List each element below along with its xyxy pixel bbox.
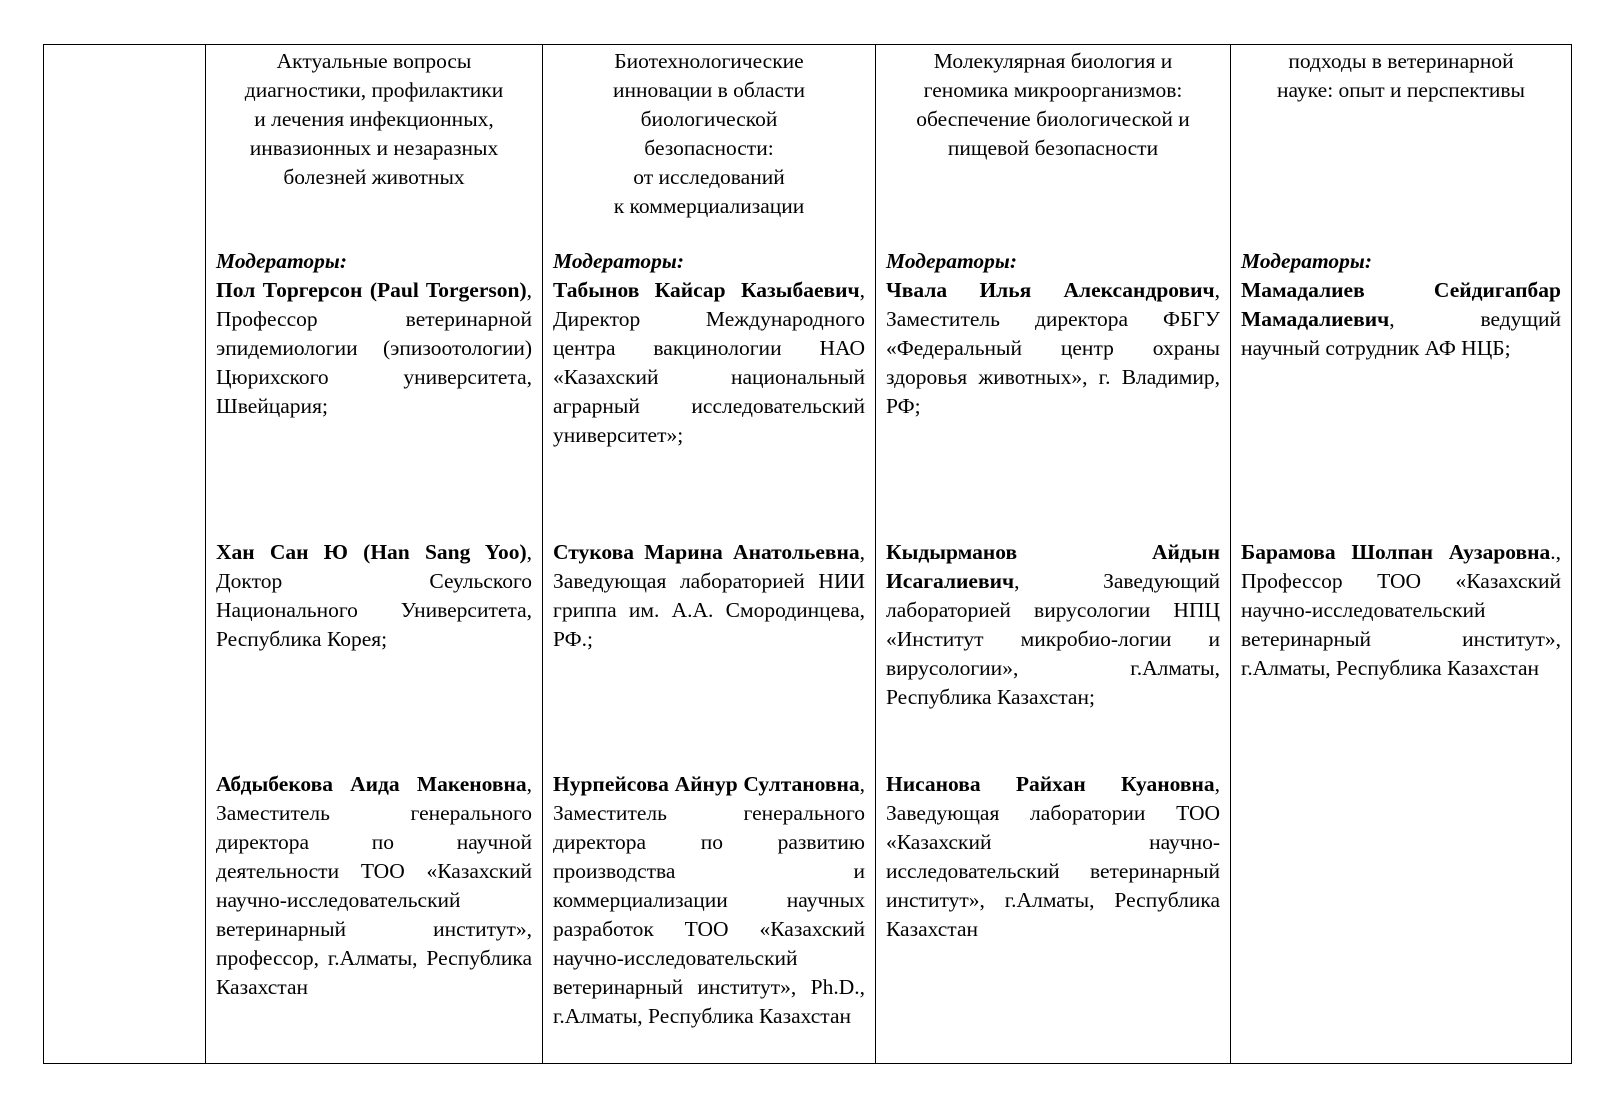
moderator-name: Нисанова Райхан Куановна xyxy=(886,772,1215,796)
moderators-heading: Модераторы: xyxy=(216,249,348,273)
moderator-details: , Доктор Сеульского Национального Университета, Республика Корея; xyxy=(216,540,532,651)
moderators-heading: Модераторы: xyxy=(886,249,1018,273)
moderator-name: Мамадалиев Сейдигапбар Мамадалиевич xyxy=(1241,278,1561,331)
section-cell-4 xyxy=(1231,45,1572,1064)
moderator-details: , Заместитель директора ФБГУ «Федеральный центр охраны здоровья животных», г. Владимир, РФ; xyxy=(886,278,1220,418)
title-line: подходы в ветеринарной xyxy=(1288,49,1514,73)
moderator-entry xyxy=(886,538,1220,712)
moderator-details: , Заведующий лабораторией вирусологии НПЦ «Институт микробио-логии и вирусологии», г.Алматы, Республика Казахстан; xyxy=(886,569,1220,709)
title-line: науке: опыт и перспективы xyxy=(1277,78,1525,102)
moderator-details: , Заведующая лаборатории ТОО «Казахский научно-исследовательский ветеринарный институт», г.Алматы, Республика Казахстан xyxy=(886,772,1220,941)
moderator-name: Кыдырманов Айдын Исагалиевич xyxy=(886,540,1220,593)
moderator-name: Нурпейсова Айнур Султановна xyxy=(553,772,860,796)
section-cell-1 xyxy=(206,45,543,1064)
moderator-entry xyxy=(216,770,532,1002)
moderator-details: ., Профессор ТОО «Казахский научно-исследовательский ветеринарный институт», г.Алматы, Республика Казахстан xyxy=(1241,540,1561,680)
section-title xyxy=(882,47,1224,163)
title-line: безопасности: xyxy=(644,136,774,160)
section-title xyxy=(1237,47,1565,105)
section-cell-3 xyxy=(876,45,1231,1064)
moderator-entry xyxy=(553,538,865,654)
title-line: пищевой безопасности xyxy=(947,136,1159,160)
moderator-entry xyxy=(553,770,865,1031)
section-cell-2 xyxy=(543,45,876,1064)
title-line: диагностики, профилактики xyxy=(244,78,504,102)
moderator-entry xyxy=(1241,247,1561,363)
moderators-table xyxy=(43,44,1572,1064)
title-line: инновации в области xyxy=(613,78,805,102)
title-line: геномика микроорганизмов: xyxy=(923,78,1183,102)
table-row xyxy=(44,45,1572,1064)
moderator-details: , ведущий научный сотрудник АФ НЦБ; xyxy=(1241,307,1561,360)
title-line: Биотехнологические xyxy=(614,49,804,73)
moderator-name: Чвала Илья Александрович xyxy=(886,278,1215,302)
moderator-name: Барамова Шолпан Аузаровна xyxy=(1241,540,1551,564)
moderator-details: , Заместитель генерального директора по научной деятельности ТОО «Казахский научно-исследовательский ветеринарный институт», профессор, г.Алматы, Республика Казахстан xyxy=(216,772,532,999)
moderator-name: Табынов Кайсар Казыбаевич xyxy=(553,278,860,302)
moderator-details: , Заведующая лабораторией НИИ гриппа им. А.А. Смородинцева, РФ.; xyxy=(553,540,865,651)
moderator-details: , Директор Международного центра вакцинологии НАО «Казахский национальный аграрный исследовательский университет»; xyxy=(553,278,865,447)
moderator-name: Абдыбекова Аида Макеновна xyxy=(216,772,527,796)
moderator-entry xyxy=(886,247,1220,421)
moderator-details: , Профессор ветеринарной эпидемиологии (эпизоотологии) Цюрихского университета, Швейцария; xyxy=(216,278,532,418)
moderators-heading: Модераторы: xyxy=(553,249,685,273)
moderator-entry xyxy=(216,247,532,421)
moderator-name: Хан Сан Ю (Han Sang Yoo) xyxy=(216,540,527,564)
title-line: болезней животных xyxy=(283,165,465,189)
section-title xyxy=(212,47,536,192)
title-line: и лечения инфекционных, xyxy=(254,107,494,131)
title-line: от исследований xyxy=(633,165,785,189)
moderator-entry xyxy=(1241,538,1561,683)
moderator-entry xyxy=(216,538,532,654)
moderator-details: , Заместитель генерального директора по развитию производства и коммерциализации научных разработок ТОО «Казахский научно-исследовательский ветеринарный институт», Ph.D., г.Алматы, Республика Казахстан xyxy=(553,772,865,1028)
title-line: биологической xyxy=(640,107,778,131)
title-line: Молекулярная биология и xyxy=(933,49,1173,73)
title-line: инвазионных и незаразных xyxy=(249,136,499,160)
section-title xyxy=(549,47,869,221)
empty-cell xyxy=(44,45,206,1064)
moderator-entry xyxy=(553,247,865,450)
title-line: Актуальные вопросы xyxy=(276,49,472,73)
moderator-name: Пол Торгерсон (Paul Torgerson) xyxy=(216,278,527,302)
title-line: обеспечение биологической и xyxy=(916,107,1190,131)
moderator-entry xyxy=(886,770,1220,944)
moderators-heading: Модераторы: xyxy=(1241,249,1373,273)
moderator-name: Стукова Марина Анатольевна xyxy=(553,540,860,564)
title-line: к коммерциализации xyxy=(613,194,805,218)
